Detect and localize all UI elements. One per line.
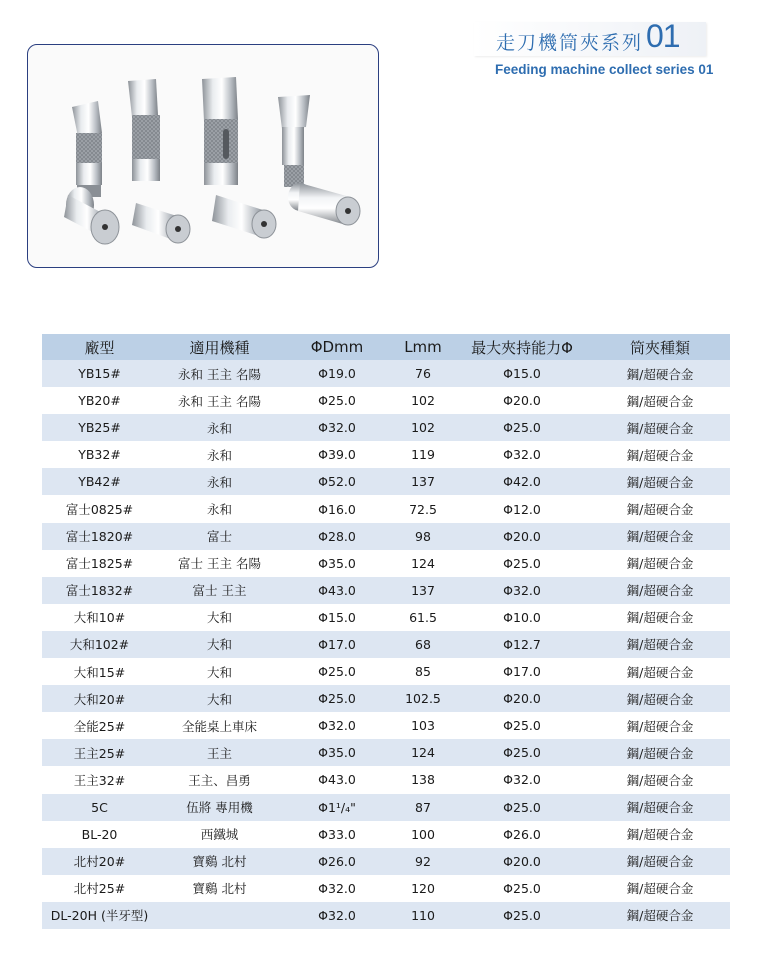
cell-machine: 永和 [157, 414, 282, 441]
cell-max-clamp: Φ20.0 [454, 523, 590, 550]
cell-diameter: Φ33.0 [282, 821, 392, 848]
cell-model: 大和10# [42, 604, 157, 631]
cell-collet-type: 鋼/超硬合金 [590, 495, 730, 522]
cell-model: DL-20H (半牙型) [42, 902, 157, 929]
cell-diameter: Φ32.0 [282, 902, 392, 929]
cell-model: 王主25# [42, 739, 157, 766]
cell-model: 全能25# [42, 712, 157, 739]
cell-diameter: Φ32.0 [282, 875, 392, 902]
page-title-number: 01 [646, 18, 680, 54]
cell-machine: 全能桌上車床 [157, 712, 282, 739]
cell-diameter: Φ43.0 [282, 766, 392, 793]
cell-collet-type: 鋼/超硬合金 [590, 875, 730, 902]
product-photo [27, 44, 379, 268]
cell-machine: 伍將 專用機 [157, 794, 282, 821]
cell-collet-type: 鋼/超硬合金 [590, 631, 730, 658]
cell-machine: 永和 [157, 468, 282, 495]
cell-collet-type: 鋼/超硬合金 [590, 577, 730, 604]
cell-diameter: Φ19.0 [282, 360, 392, 387]
cell-machine: 富士 王主 [157, 577, 282, 604]
cell-model: 大和20# [42, 685, 157, 712]
collet-spec-table [42, 334, 730, 929]
cell-model: 富士0825# [42, 495, 157, 522]
cell-collet-type: 鋼/超硬合金 [590, 550, 730, 577]
cell-length: 85 [392, 658, 454, 685]
cell-max-clamp: Φ20.0 [454, 387, 590, 414]
cell-machine: 大和 [157, 658, 282, 685]
table-header-row [42, 334, 730, 360]
table-row [42, 604, 730, 631]
cell-model: 大和15# [42, 658, 157, 685]
cell-machine: 寶鷄 北村 [157, 848, 282, 875]
cell-model: YB15# [42, 360, 157, 387]
cell-length: 103 [392, 712, 454, 739]
cell-diameter: Φ43.0 [282, 577, 392, 604]
cell-length: 102 [392, 387, 454, 414]
cell-max-clamp: Φ25.0 [454, 712, 590, 739]
cell-max-clamp: Φ25.0 [454, 550, 590, 577]
cell-collet-type: 鋼/超硬合金 [590, 441, 730, 468]
cell-max-clamp: Φ25.0 [454, 902, 590, 929]
cell-max-clamp: Φ25.0 [454, 414, 590, 441]
cell-diameter: Φ52.0 [282, 468, 392, 495]
cell-diameter: Φ25.0 [282, 387, 392, 414]
column-header-collet-type: 筒夾種類 [590, 334, 730, 360]
cell-collet-type: 鋼/超硬合金 [590, 902, 730, 929]
table-row [42, 577, 730, 604]
cell-max-clamp: Φ32.0 [454, 441, 590, 468]
cell-diameter: Φ15.0 [282, 604, 392, 631]
cell-length: 119 [392, 441, 454, 468]
cell-max-clamp: Φ42.0 [454, 468, 590, 495]
cell-collet-type: 鋼/超硬合金 [590, 387, 730, 414]
cell-machine: 大和 [157, 604, 282, 631]
cell-collet-type: 鋼/超硬合金 [590, 468, 730, 495]
cell-diameter: Φ32.0 [282, 712, 392, 739]
cell-diameter: Φ39.0 [282, 441, 392, 468]
cell-max-clamp: Φ12.0 [454, 495, 590, 522]
cell-diameter: Φ16.0 [282, 495, 392, 522]
cell-max-clamp: Φ20.0 [454, 848, 590, 875]
table-row [42, 794, 730, 821]
table-row [42, 902, 730, 929]
cell-max-clamp: Φ25.0 [454, 739, 590, 766]
cell-model: YB32# [42, 441, 157, 468]
cell-max-clamp: Φ32.0 [454, 577, 590, 604]
cell-diameter: Φ17.0 [282, 631, 392, 658]
cell-length: 98 [392, 523, 454, 550]
cell-diameter: Φ1¹/₄" [282, 794, 392, 821]
cell-length: 124 [392, 550, 454, 577]
cell-machine: 富士 王主 名陽 [157, 550, 282, 577]
cell-diameter: Φ25.0 [282, 685, 392, 712]
column-header-length: Lmm [392, 334, 454, 360]
cell-machine: 富士 [157, 523, 282, 550]
cell-diameter: Φ35.0 [282, 550, 392, 577]
cell-model: 富士1820# [42, 523, 157, 550]
cell-model: 北村20# [42, 848, 157, 875]
cell-model: YB25# [42, 414, 157, 441]
cell-model: 富士1825# [42, 550, 157, 577]
cell-max-clamp: Φ25.0 [454, 794, 590, 821]
cell-model: 5C [42, 794, 157, 821]
cell-max-clamp: Φ17.0 [454, 658, 590, 685]
cell-machine: 永和 王主 名陽 [157, 360, 282, 387]
cell-model: 富士1832# [42, 577, 157, 604]
column-header-machine: 適用機種 [157, 334, 282, 360]
cell-diameter: Φ25.0 [282, 658, 392, 685]
column-header-model: 廠型 [42, 334, 157, 360]
table-row [42, 523, 730, 550]
table-row [42, 739, 730, 766]
table-row [42, 441, 730, 468]
cell-collet-type: 鋼/超硬合金 [590, 739, 730, 766]
column-header-max-clamp: 最大夾持能力Φ [454, 334, 590, 360]
cell-collet-type: 鋼/超硬合金 [590, 523, 730, 550]
cell-model: YB20# [42, 387, 157, 414]
cell-diameter: Φ28.0 [282, 523, 392, 550]
cell-collet-type: 鋼/超硬合金 [590, 821, 730, 848]
cell-diameter: Φ26.0 [282, 848, 392, 875]
cell-max-clamp: Φ32.0 [454, 766, 590, 793]
page-title-en: Feeding machine collect series 01 [495, 62, 714, 77]
cell-machine: 永和 王主 名陽 [157, 387, 282, 414]
cell-length: 100 [392, 821, 454, 848]
table-row [42, 658, 730, 685]
cell-length: 61.5 [392, 604, 454, 631]
cell-collet-type: 鋼/超硬合金 [590, 604, 730, 631]
cell-machine [157, 902, 282, 929]
cell-collet-type: 鋼/超硬合金 [590, 766, 730, 793]
cell-length: 92 [392, 848, 454, 875]
table-row [42, 631, 730, 658]
cell-max-clamp: Φ26.0 [454, 821, 590, 848]
cell-length: 110 [392, 902, 454, 929]
cell-collet-type: 鋼/超硬合金 [590, 658, 730, 685]
cell-model: 北村25# [42, 875, 157, 902]
cell-machine: 大和 [157, 631, 282, 658]
table-row [42, 550, 730, 577]
cell-model: 王主32# [42, 766, 157, 793]
cell-max-clamp: Φ10.0 [454, 604, 590, 631]
cell-length: 76 [392, 360, 454, 387]
cell-length: 138 [392, 766, 454, 793]
cell-model: 大和102# [42, 631, 157, 658]
cell-length: 124 [392, 739, 454, 766]
cell-diameter: Φ32.0 [282, 414, 392, 441]
cell-collet-type: 鋼/超硬合金 [590, 360, 730, 387]
cell-diameter: Φ35.0 [282, 739, 392, 766]
cell-machine: 西鐵城 [157, 821, 282, 848]
column-header-diameter: ΦDmm [282, 334, 392, 360]
cell-collet-type: 鋼/超硬合金 [590, 848, 730, 875]
cell-length: 137 [392, 468, 454, 495]
cell-machine: 永和 [157, 441, 282, 468]
cell-length: 102 [392, 414, 454, 441]
page-title-cn: 走刀機筒夾系列 [496, 32, 644, 54]
cell-length: 137 [392, 577, 454, 604]
cell-collet-type: 鋼/超硬合金 [590, 685, 730, 712]
cell-length: 72.5 [392, 495, 454, 522]
cell-machine: 王主、昌勇 [157, 766, 282, 793]
cell-model: YB42# [42, 468, 157, 495]
cell-length: 120 [392, 875, 454, 902]
table-row [42, 414, 730, 441]
table-row [42, 848, 730, 875]
collet-product-photo-icon [28, 45, 378, 267]
table-row [42, 360, 730, 387]
table-row [42, 468, 730, 495]
cell-collet-type: 鋼/超硬合金 [590, 414, 730, 441]
table-row [42, 685, 730, 712]
cell-max-clamp: Φ20.0 [454, 685, 590, 712]
cell-machine: 王主 [157, 739, 282, 766]
cell-model: BL-20 [42, 821, 157, 848]
cell-length: 68 [392, 631, 454, 658]
cell-machine: 永和 [157, 495, 282, 522]
table-row [42, 712, 730, 739]
cell-length: 87 [392, 794, 454, 821]
table-row [42, 875, 730, 902]
cell-length: 102.5 [392, 685, 454, 712]
table-row [42, 766, 730, 793]
cell-collet-type: 鋼/超硬合金 [590, 712, 730, 739]
cell-machine: 寶鷄 北村 [157, 875, 282, 902]
cell-max-clamp: Φ25.0 [454, 875, 590, 902]
cell-collet-type: 鋼/超硬合金 [590, 794, 730, 821]
table-row [42, 387, 730, 414]
cell-max-clamp: Φ15.0 [454, 360, 590, 387]
cell-max-clamp: Φ12.7 [454, 631, 590, 658]
table-row [42, 821, 730, 848]
cell-machine: 大和 [157, 685, 282, 712]
table-row [42, 495, 730, 522]
